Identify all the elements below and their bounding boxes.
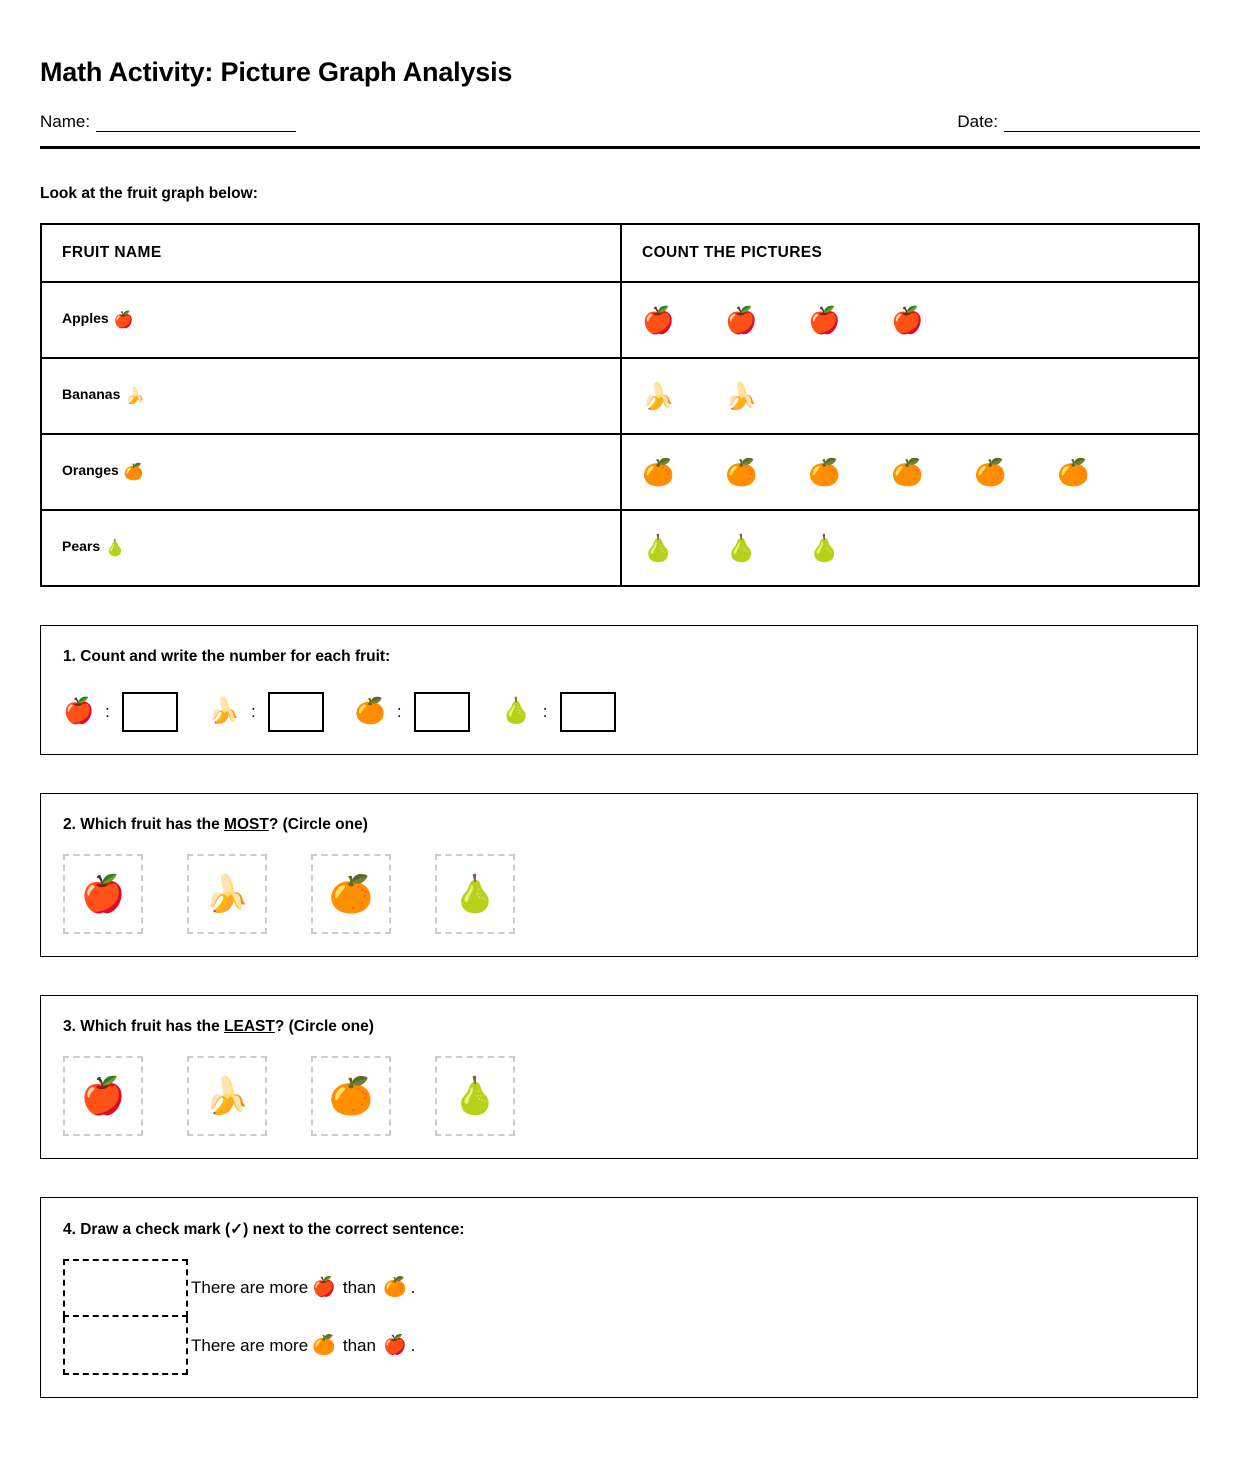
fruit-count-cell — [621, 282, 1199, 358]
banana-emoji: 🍌 — [642, 380, 675, 411]
table-header-row — [41, 224, 1199, 282]
question-1-box — [40, 625, 1198, 755]
choice-option-pear[interactable] — [435, 854, 515, 934]
banana-emoji: 🍌 — [204, 1074, 250, 1116]
banana-emoji: 🍌 — [204, 872, 250, 914]
fruit-name-cell — [41, 358, 621, 434]
sentence-period: . — [410, 1277, 416, 1297]
fruit-name-label: Pears — [62, 537, 101, 554]
orange-emoji: 🍊 — [123, 463, 144, 481]
apple-emoji: 🍎 — [725, 304, 758, 335]
question-4-body — [63, 1259, 1197, 1375]
pear-emoji: 🍐 — [105, 539, 126, 557]
table-row — [41, 434, 1199, 510]
orange-emoji: 🍊 — [382, 1277, 407, 1299]
column-header-fruit-name: FRUIT NAME — [41, 224, 621, 282]
apple-emoji: 🍎 — [113, 311, 134, 329]
choice-option-banana[interactable] — [187, 1056, 267, 1136]
banana-emoji: 🍌 — [208, 697, 241, 726]
question-2-options-row — [63, 854, 1197, 934]
table-row — [41, 510, 1199, 586]
column-header-count-pictures: COUNT THE PICTURES — [621, 224, 1199, 282]
sentence-comparator-text: than — [342, 1335, 376, 1355]
question-2-title — [63, 816, 1197, 834]
count-answer-group — [63, 692, 178, 732]
question-2-keyword: MOST — [224, 815, 269, 833]
fruit-name-label: Bananas — [62, 385, 121, 402]
apple-emoji: 🍎 — [382, 1335, 407, 1357]
orange-emoji: 🍊 — [328, 1074, 374, 1116]
answer-sentence — [191, 1317, 415, 1375]
pictograph-row — [642, 456, 1198, 487]
question-1-title: 1. Count and write the number for each fruit: — [63, 647, 391, 665]
apple-emoji: 🍎 — [80, 1074, 126, 1116]
date-label: Date: — [957, 111, 998, 131]
apple-emoji: 🍎 — [891, 304, 924, 335]
orange-emoji: 🍊 — [891, 456, 924, 487]
pear-emoji: 🍐 — [642, 532, 675, 563]
question-4-checkbox-column — [63, 1259, 188, 1375]
question-3-title-tail: ? (Circle one) — [274, 1017, 374, 1035]
table-row — [41, 358, 1199, 434]
question-3-title-lead: 3. Which fruit has the — [63, 1017, 225, 1035]
pictograph-row — [642, 304, 1198, 335]
sentence-lead-text: There are more — [191, 1277, 309, 1297]
question-4-box — [40, 1197, 1198, 1398]
date-field-group — [957, 112, 1200, 132]
answer-input-box[interactable] — [268, 692, 324, 732]
pictograph-row — [642, 380, 1198, 411]
fruit-graph-table — [40, 223, 1200, 587]
fruit-name-cell — [41, 510, 621, 586]
sentence-period: . — [410, 1335, 416, 1355]
pear-emoji: 🍐 — [808, 532, 841, 563]
apple-emoji: 🍎 — [80, 872, 126, 914]
question-1-answer-row — [63, 692, 1197, 732]
apple-emoji: 🍎 — [63, 697, 95, 726]
apple-emoji: 🍎 — [312, 1277, 336, 1299]
pear-emoji: 🍐 — [452, 1074, 498, 1116]
orange-emoji: 🍊 — [974, 456, 1007, 487]
check-mark-box[interactable] — [63, 1259, 188, 1317]
instruction-text: Look at the fruit graph below: — [40, 184, 258, 202]
question-2-box — [40, 793, 1198, 957]
choice-option-orange[interactable] — [311, 854, 391, 934]
fruit-name-cell — [41, 282, 621, 358]
choice-option-pear[interactable] — [435, 1056, 515, 1136]
answer-input-box[interactable] — [122, 692, 178, 732]
orange-emoji: 🍊 — [1057, 456, 1090, 487]
choice-option-banana[interactable] — [187, 854, 267, 934]
fruit-count-cell — [621, 510, 1199, 586]
count-answer-group — [209, 692, 324, 732]
choice-option-orange[interactable] — [311, 1056, 391, 1136]
answer-sentence — [191, 1259, 415, 1317]
fruit-name-label: Apples — [62, 309, 109, 326]
banana-emoji: 🍌 — [725, 380, 758, 411]
answer-input-box[interactable] — [560, 692, 616, 732]
colon-separator: : — [251, 701, 256, 721]
count-answer-group — [355, 692, 470, 732]
question-3-options-row — [63, 1056, 1197, 1136]
question-2-title-tail: ? (Circle one) — [268, 815, 368, 833]
orange-emoji: 🍊 — [725, 456, 758, 487]
sentence-comparator-text: than — [342, 1277, 376, 1297]
answer-input-box[interactable] — [414, 692, 470, 732]
check-mark-box[interactable] — [63, 1317, 188, 1375]
apple-emoji: 🍎 — [642, 304, 675, 335]
orange-emoji: 🍊 — [328, 872, 374, 914]
name-label: Name: — [40, 111, 91, 131]
page-title: Math Activity: Picture Graph Analysis — [40, 57, 513, 87]
sentence-lead-text: There are more — [191, 1335, 309, 1355]
header-divider — [40, 146, 1200, 149]
colon-separator: : — [396, 701, 402, 721]
orange-emoji: 🍊 — [808, 456, 841, 487]
question-3-keyword: LEAST — [224, 1017, 275, 1035]
name-field-group — [40, 112, 296, 132]
pear-emoji: 🍐 — [452, 872, 498, 914]
date-input-line[interactable] — [1004, 118, 1200, 132]
apple-emoji: 🍎 — [808, 304, 841, 335]
orange-emoji: 🍊 — [642, 456, 675, 487]
choice-option-apple[interactable] — [63, 1056, 143, 1136]
question-3-box — [40, 995, 1198, 1159]
fruit-count-cell — [621, 358, 1199, 434]
orange-emoji: 🍊 — [312, 1335, 336, 1357]
question-4-title: 4. Draw a check mark (✓) next to the correct sentence: — [63, 1220, 465, 1238]
table-row — [41, 282, 1199, 358]
orange-emoji: 🍊 — [354, 697, 386, 726]
question-4-sentence-column — [191, 1259, 415, 1375]
fruit-name-label: Oranges — [62, 461, 119, 478]
pear-emoji: 🍐 — [725, 532, 758, 563]
colon-separator: : — [542, 701, 548, 721]
name-input-line[interactable] — [96, 118, 296, 132]
colon-separator: : — [105, 701, 110, 721]
banana-emoji: 🍌 — [125, 387, 146, 405]
pictograph-row — [642, 532, 1198, 563]
name-date-row — [40, 112, 1200, 132]
fruit-name-cell — [41, 434, 621, 510]
count-answer-group — [501, 692, 616, 732]
question-2-title-lead: 2. Which fruit has the — [63, 815, 225, 833]
choice-option-apple[interactable] — [63, 854, 143, 934]
pear-emoji: 🍐 — [500, 697, 532, 726]
worksheet-page — [40, 0, 1200, 1398]
fruit-count-cell — [621, 434, 1199, 510]
question-3-title — [63, 1018, 1197, 1036]
